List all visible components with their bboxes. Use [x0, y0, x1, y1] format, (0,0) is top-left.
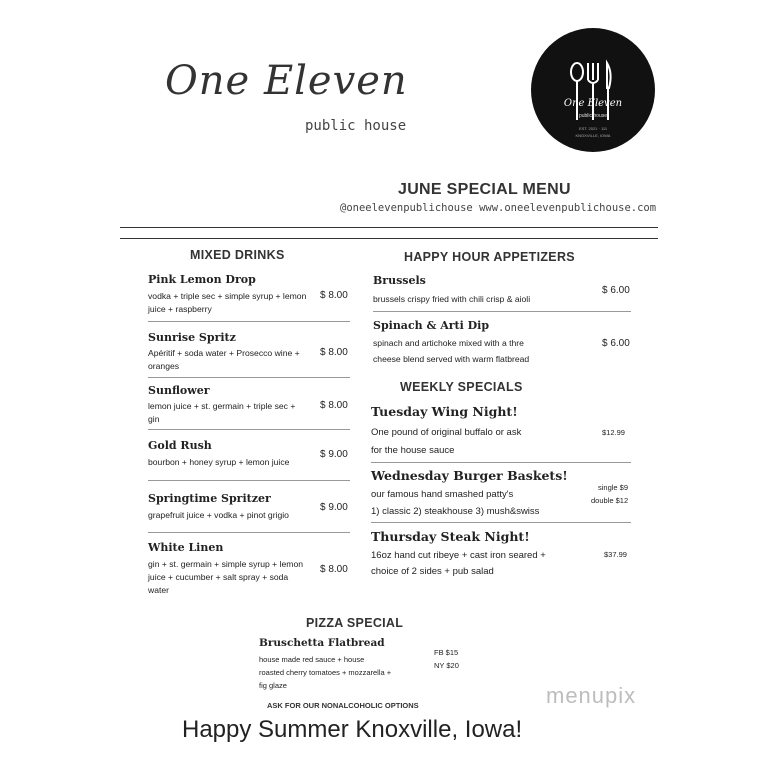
item-price: FB $15 — [434, 648, 459, 657]
divider — [371, 462, 631, 463]
nonalcoholic-note: ASK FOR OUR NONALCOHOLIC OPTIONS — [267, 701, 419, 710]
item-price: $37.99 — [604, 550, 627, 559]
item-description: fig glaze — [259, 681, 287, 690]
divider — [148, 321, 350, 322]
item-name: White Linen — [148, 541, 224, 554]
item-description: roasted cherry tomatoes + mozzarella + — [259, 668, 392, 677]
item-description: house made red sauce + house — [259, 655, 365, 664]
divider — [148, 429, 350, 430]
section-heading-mixed-drinks: MIXED DRINKS — [190, 248, 285, 262]
item-description: grapefruit juice + vodka + pinot grigio — [148, 510, 289, 520]
item-price: $ 9.00 — [320, 502, 348, 513]
item-price: $ 8.00 — [320, 564, 348, 575]
item-name: Springtime Spritzer — [148, 492, 271, 505]
item-description: brussels crispy fried with chili crisp & aioli — [373, 294, 531, 304]
item-name: Sunflower — [148, 384, 210, 397]
closing-message: Happy Summer Knoxville, Iowa! — [182, 716, 523, 743]
item-description: One pound of original buffalo or ask — [371, 427, 522, 438]
knife-icon — [607, 63, 611, 120]
item-name: Gold Rush — [148, 439, 212, 452]
item-description: bourbon + honey syrup + lemon juice — [148, 457, 290, 467]
logo-tagline: public house — [578, 113, 608, 119]
header-rule — [120, 227, 658, 228]
item-name: Sunrise Spritz — [148, 331, 236, 344]
header-rule — [120, 238, 658, 239]
fork-icon — [588, 63, 598, 120]
item-price: $ 9.00 — [320, 449, 348, 460]
divider — [371, 522, 631, 523]
item-description: 16oz hand cut ribeye + cast iron seared + — [371, 550, 546, 561]
item-price: $ 8.00 — [320, 400, 348, 411]
spoon-icon — [571, 63, 583, 120]
item-description: 1) classic 2) steakhouse 3) mush&swiss — [371, 506, 540, 517]
divider — [373, 311, 631, 312]
logo-fine-print: KNOXVILLE, IOWA — [575, 133, 611, 138]
divider — [148, 480, 350, 481]
item-description: cheese blend served with warm flatbread — [373, 354, 530, 364]
item-description: Apéritif + soda water + Prosecco wine + — [148, 348, 300, 358]
item-price: $12.99 — [602, 428, 625, 437]
item-description: oranges — [148, 361, 180, 371]
item-price: $ 8.00 — [320, 290, 348, 301]
brand-title: One Eleven — [165, 58, 408, 104]
item-name: Bruschetta Flatbread — [259, 637, 385, 649]
item-description: lemon juice + st. germain + triple sec + — [148, 401, 296, 411]
item-name: Pink Lemon Drop — [148, 273, 256, 286]
item-price: NY $20 — [434, 661, 459, 670]
menu-title: JUNE SPECIAL MENU — [398, 181, 571, 198]
item-description: water — [148, 585, 170, 595]
item-name: Brussels — [373, 274, 426, 287]
item-description: gin — [148, 414, 160, 424]
item-name: Spinach & Arti Dip — [373, 319, 490, 332]
item-name: Wednesday Burger Baskets! — [371, 468, 568, 483]
item-description: our famous hand smashed patty's — [371, 489, 514, 500]
item-price: $ 6.00 — [602, 285, 630, 296]
section-heading-weekly-specials: WEEKLY SPECIALS — [400, 380, 523, 394]
item-description: juice + cucumber + salt spray + soda — [148, 572, 289, 582]
item-name: Tuesday Wing Night! — [371, 404, 518, 419]
divider — [148, 377, 350, 378]
watermark: menupix — [546, 683, 637, 708]
brand-tagline: public house — [305, 118, 407, 134]
logo-name: One Eleven — [563, 98, 623, 109]
contact-line: @oneelevenpublichouse www.oneelevenpublichouse.com — [340, 202, 657, 214]
item-name: Thursday Steak Night! — [371, 529, 530, 544]
logo-fine-print: EST. 2021 · 111 — [578, 126, 608, 131]
item-price: double $12 — [591, 496, 629, 505]
item-description: vodka + triple sec + simple syrup + lemon — [148, 291, 307, 301]
item-description: juice + raspberry — [148, 304, 212, 314]
section-heading-happy-hour: HAPPY HOUR APPETIZERS — [404, 250, 575, 264]
item-price: single $9 — [598, 483, 629, 492]
item-description: choice of 2 sides + pub salad — [371, 566, 494, 577]
item-price: $ 8.00 — [320, 347, 348, 358]
item-description: for the house sauce — [371, 445, 455, 456]
section-heading-pizza-special: PIZZA SPECIAL — [306, 616, 404, 630]
item-description: spinach and artichoke mixed with a thre — [373, 338, 524, 348]
item-price: $ 6.00 — [602, 338, 630, 349]
item-description: gin + st. germain + simple syrup + lemon — [148, 559, 303, 569]
logo — [531, 28, 655, 152]
divider — [148, 532, 350, 533]
